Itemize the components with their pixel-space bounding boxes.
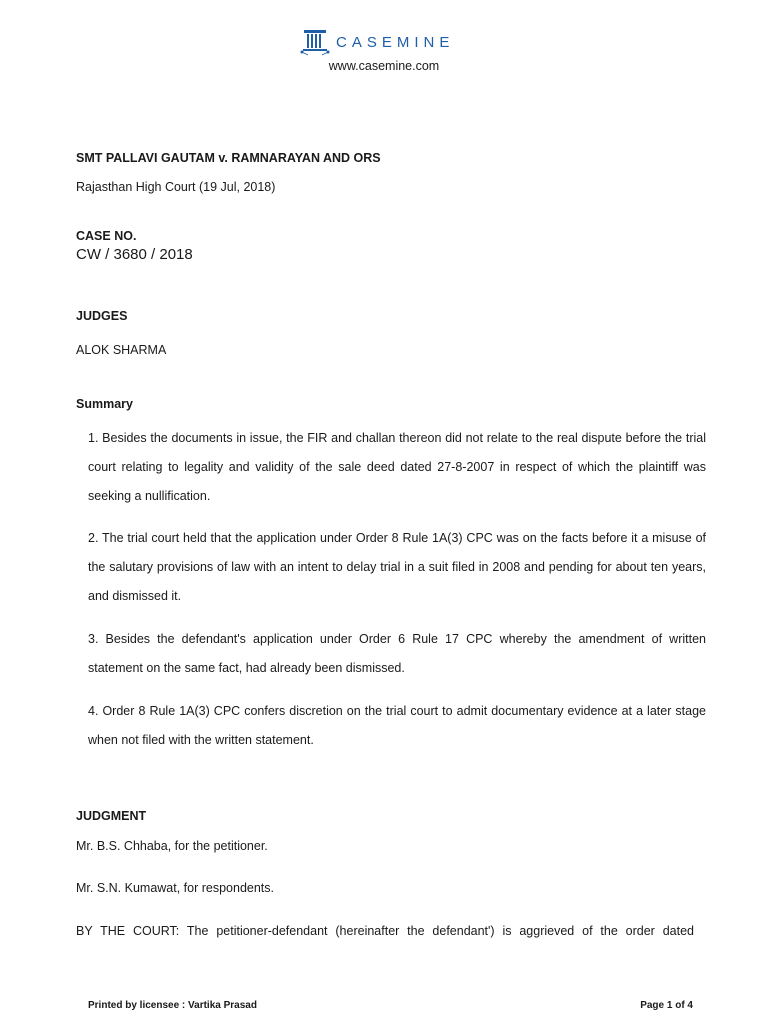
case-number: CW / 3680 / 2018 bbox=[76, 246, 193, 263]
respondent-counsel: Mr. S.N. Kumawat, for respondents. bbox=[76, 881, 274, 895]
site-url[interactable]: www.casemine.com bbox=[328, 59, 440, 73]
summary-point-2: 2. The trial court held that the application under Order 8 Rule 1A(3) CPC was on the facts before it a misuse of the salutary provisions of law with an intent to delay trial in a suit filed in 2008 and pending for about ten years, and dismissed it. bbox=[88, 531, 706, 603]
summary-point-3: 3. Besides the defendant's application under Order 6 Rule 17 CPC whereby the amendment of written statement on the same fact, had already been dismissed. bbox=[88, 632, 706, 675]
summary-label: Summary bbox=[76, 397, 133, 411]
court-and-date: Rajasthan High Court (19 Jul, 2018) bbox=[76, 180, 276, 194]
casemine-logo bbox=[300, 27, 454, 57]
case-title: SMT PALLAVI GAUTAM v. RAMNARAYAN AND ORS bbox=[76, 151, 381, 165]
judgment-opening: BY THE COURT: The petitioner-defendant (hereinafter the defendant') is aggrieved of the order dated bbox=[76, 924, 694, 938]
brand-name: CASEMINE bbox=[336, 33, 455, 51]
courthouse-logo-icon bbox=[300, 28, 330, 56]
judgment-label: JUDGMENT bbox=[76, 809, 147, 823]
judge-name: ALOK SHARMA bbox=[76, 343, 167, 357]
printed-by-licensee: Printed by licensee : Vartika Prasad bbox=[88, 1000, 257, 1011]
page-number: Page 1 of 4 bbox=[640, 1000, 693, 1011]
summary-point-4: 4. Order 8 Rule 1A(3) CPC confers discretion on the trial court to admit documentary evidence at a later stage when not filed with the written statement. bbox=[88, 704, 706, 747]
summary-point-1: 1. Besides the documents in issue, the FIR and challan thereon did not relate to the real dispute before the trial court relating to legality and validity of the sale deed dated 27-8-2007 in respect of which the plaintiff was seeking a nullification. bbox=[88, 431, 706, 503]
case-no-label: CASE NO. bbox=[76, 229, 137, 243]
petitioner-counsel: Mr. B.S. Chhaba, for the petitioner. bbox=[76, 839, 268, 853]
judges-label: JUDGES bbox=[76, 309, 128, 323]
